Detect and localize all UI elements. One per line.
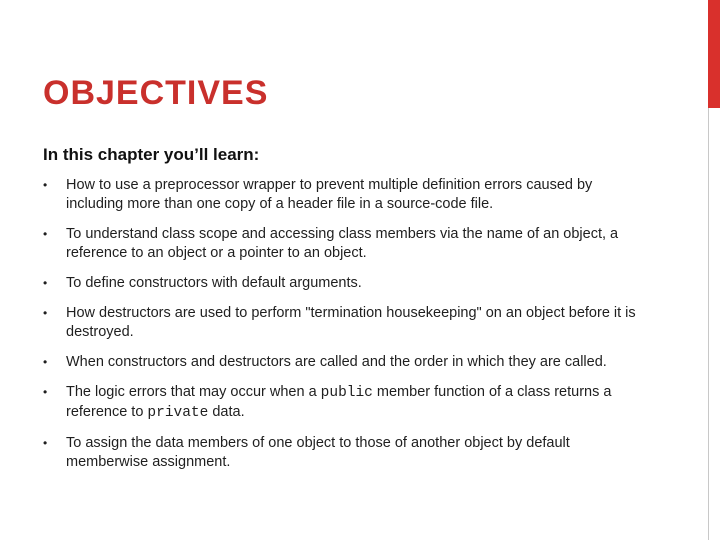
objective-text-part: member function of a class returns a reference to [66,384,612,420]
bullet-icon: • [43,227,48,241]
objective-text: When constructors and destructors are called and the order in which they are called. [66,354,607,370]
right-rule [708,108,709,540]
bullet-icon: • [43,276,48,290]
objective-text: How to use a preprocessor wrapper to prevent multiple definition errors caused by including more than one copy of a header file in a source-code file. [66,177,593,212]
bullet-icon: • [43,436,48,450]
objective-text: How destructors are used to perform "termination housekeeping" on an object before it is destroyed. [66,305,636,340]
objective-item [43,176,643,214]
code-keyword-public: public [320,385,373,401]
objective-text-part: data. [208,404,245,420]
objective-item [43,274,643,293]
objective-item [43,225,643,263]
accent-bar [708,0,720,108]
objective-text: To assign the data members of one object to those of another object by default memberwise assignment. [66,435,570,470]
slide-subtitle: In this chapter you’ll learn: [43,145,260,164]
objective-item [43,434,643,472]
bullet-icon: • [43,178,48,192]
objective-item [43,304,643,342]
objective-text: To understand class scope and accessing class members via the name of an object, a reference to an object or a pointer to an object. [66,226,619,261]
slide-title: OBJECTIVES [43,74,269,112]
objective-text: To define constructors with default arguments. [66,275,362,291]
bullet-icon: • [43,385,48,399]
code-keyword-private: private [147,405,209,421]
objectives-list [43,176,643,483]
bullet-icon: • [43,306,48,320]
objective-item [43,383,643,423]
objective-text-part: The logic errors that may occur when a [66,384,321,400]
objective-item [43,353,643,372]
objective-text [66,384,611,420]
bullet-icon: • [43,355,48,369]
